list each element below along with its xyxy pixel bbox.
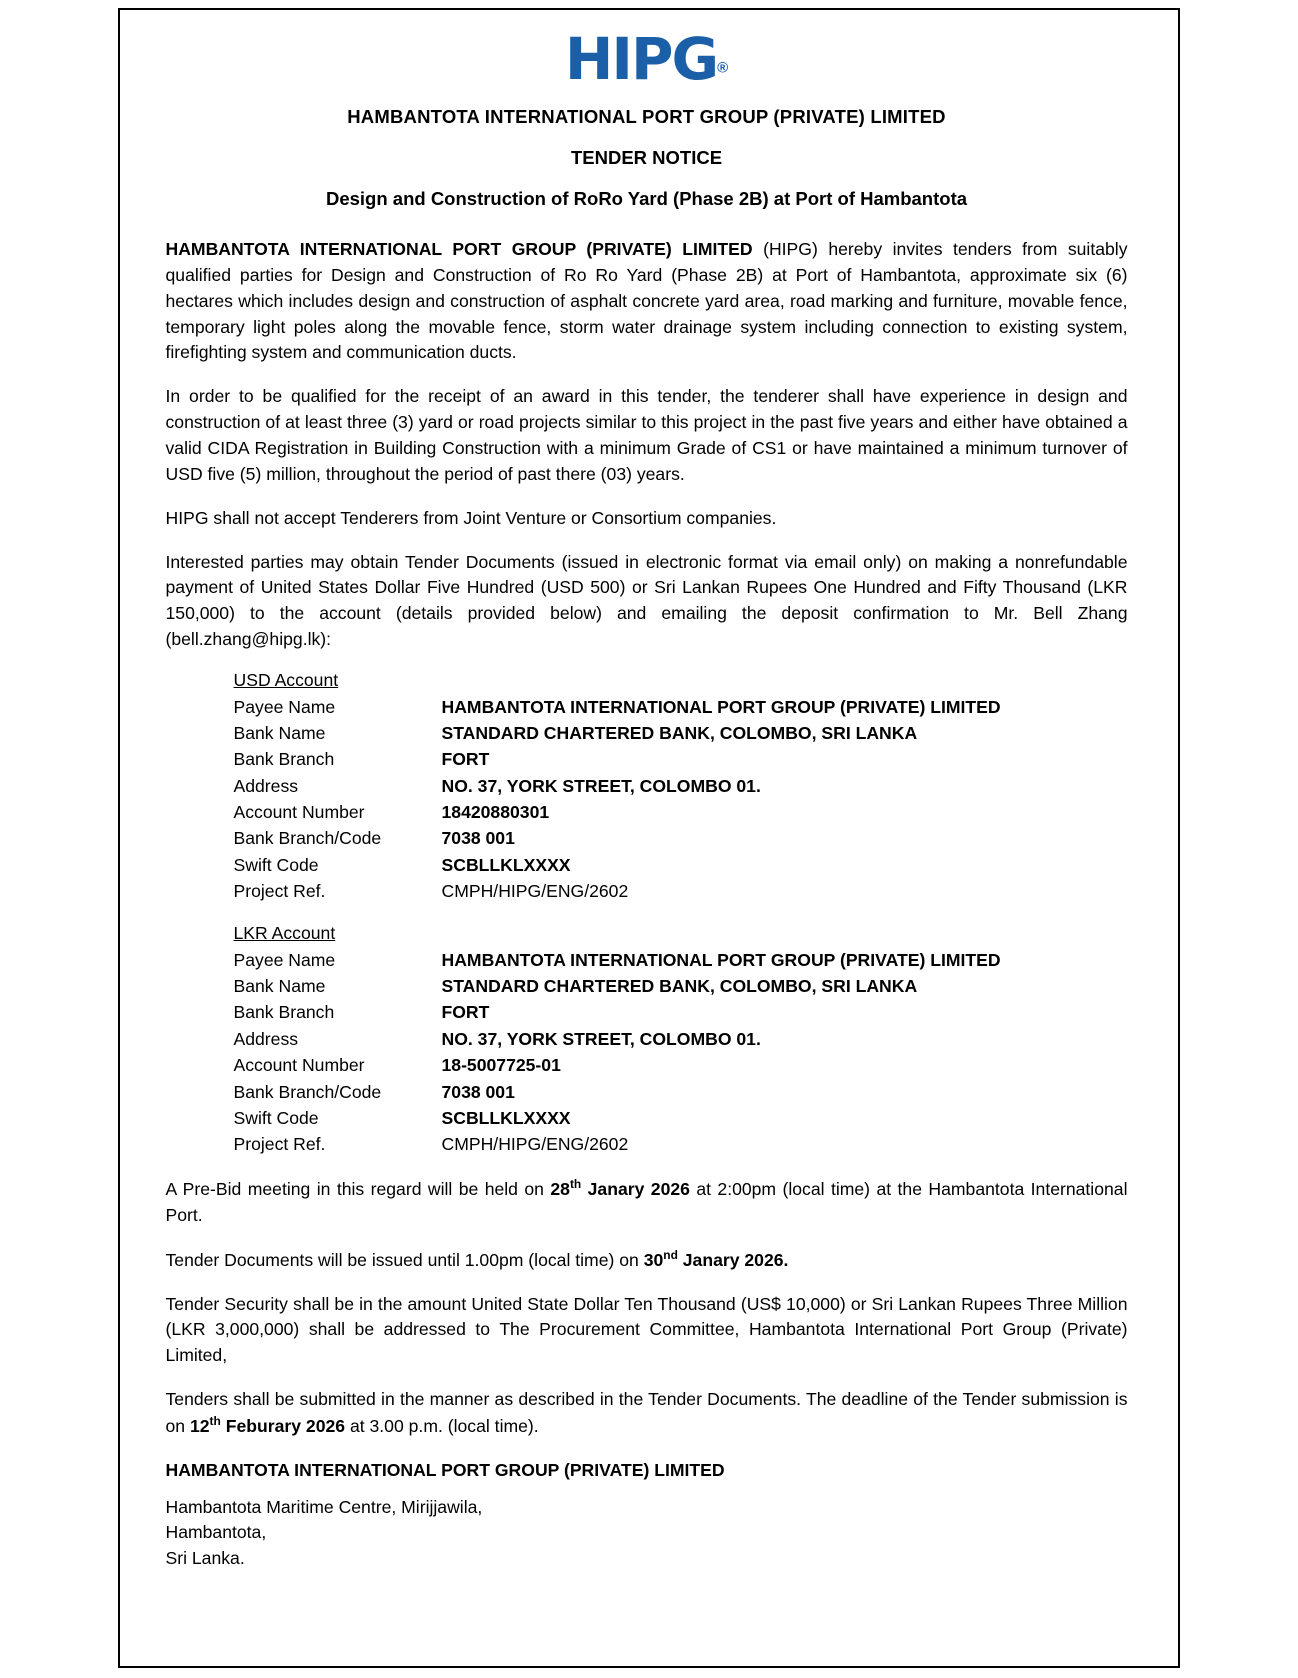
submission-day: 12	[189, 1415, 210, 1436]
logo-wordmark: HIPG	[564, 25, 718, 93]
table-row	[234, 1106, 1001, 1132]
table-row	[234, 879, 1001, 905]
table-row	[234, 773, 1001, 799]
prebid-text-pre: A Pre-Bid meeting in this regard will be held on	[165, 1179, 551, 1200]
security-paragraph: Tender Security shall be in the amount United State Dollar Ten Thousand (US$ 10,000) or Sri Lankan Rupees Three Million (LKR 3,000,000) shall be addressed to The Procurement Committee, Hambantota International Port Group (Private) Limited,	[165, 1293, 1128, 1366]
row-label: Bank Name	[233, 722, 326, 743]
issue-text-pre: Tender Documents will be issued until 1.00pm (local time) on	[165, 1249, 644, 1270]
usd-account-block	[234, 670, 1128, 905]
submission-month-year: Feburary 2026	[220, 1415, 346, 1436]
row-label: Project Ref.	[233, 881, 326, 902]
row-label: Address	[233, 1028, 299, 1049]
row-value: 18-5007725-01	[441, 1055, 561, 1076]
table-row	[234, 1079, 1001, 1105]
row-value: 7038 001	[441, 1081, 515, 1102]
table-row	[234, 1132, 1001, 1158]
table-row	[234, 1053, 1001, 1079]
issue-month-year: Janary 2026.	[677, 1249, 789, 1270]
row-value: FORT	[441, 1002, 490, 1023]
row-label: Bank Name	[233, 976, 326, 997]
row-label: Swift Code	[233, 1108, 319, 1128]
row-value: STANDARD CHARTERED BANK, COLOMBO, SRI LANKA	[441, 976, 918, 997]
qualification-paragraph: In order to be qualified for the receipt of an award in this tender, the tenderer shall have experience in design and construction of at least three (3) yard or road projects similar to this project in the past five years and either have obtained a valid CIDA Registration in Building Construction with a minimum Grade of CS1 or have maintained a minimum turnover of USD five (5) million, throughout the period of past there (03) years.	[165, 386, 1128, 484]
row-label: Swift Code	[233, 854, 319, 875]
table-row	[234, 1026, 1001, 1052]
footer-address-line-1: Hambantota Maritime Centre, Mirijjawila,	[165, 1496, 483, 1517]
prebid-paragraph	[166, 1176, 1128, 1229]
document-content	[166, 8, 1128, 1571]
hipg-logo	[166, 25, 1128, 93]
issue-day: 30	[643, 1249, 664, 1270]
logo-graphic	[564, 25, 729, 93]
row-value: NO. 37, YORK STREET, COLOMBO 01.	[441, 1028, 761, 1049]
lkr-account-block	[234, 923, 1128, 1158]
submission-paragraph	[166, 1387, 1128, 1440]
row-value: STANDARD CHARTERED BANK, COLOMBO, SRI LANKA	[441, 722, 918, 743]
table-row	[234, 826, 1001, 852]
row-value: CMPH/HIPG/ENG/2602	[441, 1134, 629, 1155]
table-row	[234, 974, 1001, 1000]
row-label: Bank Branch	[233, 749, 335, 770]
notice-type: TENDER NOTICE	[570, 147, 723, 168]
table-row	[234, 947, 1001, 973]
footer-address-line-3: Sri Lanka.	[165, 1547, 245, 1568]
table-row	[234, 852, 1001, 878]
prebid-date	[550, 1179, 690, 1199]
submission-date	[190, 1416, 345, 1436]
submission-text-pre: Tenders shall be submitted in the manner as described in the Tender Documents. The deadline of the Tender submission is on	[165, 1389, 1128, 1436]
row-label: Account Number	[233, 1055, 365, 1076]
prebid-month-year: Janary 2026	[581, 1179, 690, 1200]
table-row	[234, 800, 1001, 826]
lkr-account-title: LKR Account	[233, 923, 336, 944]
row-label: Account Number	[233, 802, 365, 823]
bank-accounts-section	[234, 670, 1128, 1158]
document-header	[166, 106, 1128, 210]
joint-venture-paragraph: HIPG shall not accept Tenderers from Joint Venture or Consortium companies.	[165, 507, 777, 528]
row-label: Bank Branch/Code	[233, 828, 382, 849]
row-value: HAMBANTOTA INTERNATIONAL PORT GROUP (PRIVATE) LIMITED	[441, 696, 1001, 717]
issue-date	[643, 1247, 789, 1270]
row-label: Bank Branch/Code	[233, 1081, 382, 1102]
submission-day-suffix: th	[209, 1414, 221, 1429]
row-value: HAMBANTOTA INTERNATIONAL PORT GROUP (PRIVATE) LIMITED	[441, 949, 1001, 970]
footer-address-block	[166, 1460, 1128, 1572]
prebid-day-suffix: th	[569, 1177, 582, 1192]
documents-paragraph: Interested parties may obtain Tender Documents (issued in electronic format via email only) on making a nonrefundable payment of United States Dollar Five Hundred (USD 500) or Sri Lankan Rupees One Hundred and Fifty Thousand (LKR 150,000) to the account (details provided below) and emailing the deposit confirmation to Mr. Bell Zhang (bell.zhang@hipg.lk):	[165, 551, 1128, 650]
table-row	[234, 747, 1001, 773]
row-label: Address	[233, 775, 299, 796]
intro-company-name: HAMBANTOTA INTERNATIONAL PORT GROUP (PRIVATE) LIMITED	[165, 239, 753, 259]
lkr-account-table	[234, 947, 1001, 1158]
usd-account-title: USD Account	[233, 670, 339, 691]
intro-paragraph	[166, 237, 1128, 366]
table-row	[234, 1000, 1001, 1026]
row-value: 7038 001	[441, 828, 515, 849]
row-value: 18420880301	[441, 802, 550, 823]
submission-text-post: at 3.00 p.m. (local time).	[345, 1415, 539, 1436]
prebid-text-post: at 2:00pm (local time) at the Hambantota International Port.	[165, 1179, 1128, 1225]
intro-text: (HIPG) hereby invites tenders from suitably qualified parties for Design and Construction of Ro Ro Yard (Phase 2B) at Port of Hambantota, approximate six (6) hectares which includes design and construction of asphalt concrete yard area, road marking and furniture, movable fence, temporary light poles along the movable fence, storm water drainage system including connection to existing system, firefighting system and communication ducts.	[165, 239, 1128, 363]
page-title: HAMBANTOTA INTERNATIONAL PORT GROUP (PRIVATE) LIMITED	[347, 106, 946, 127]
registered-trademark-icon: ®	[717, 59, 729, 77]
footer-address-line-2: Hambantota,	[165, 1522, 267, 1543]
issue-paragraph	[166, 1247, 1128, 1274]
row-label: Project Ref.	[233, 1134, 326, 1155]
footer-company-name: HAMBANTOTA INTERNATIONAL PORT GROUP (PRIVATE) LIMITED	[165, 1459, 725, 1480]
project-title: Design and Construction of RoRo Yard (Phase 2B) at Port of Hambantota	[325, 188, 968, 209]
row-value: SCBLLKLXXXX	[441, 854, 571, 875]
row-label: Payee Name	[233, 696, 336, 717]
row-label: Payee Name	[233, 949, 336, 970]
table-row	[234, 694, 1001, 720]
row-value: SCBLLKLXXXX	[441, 1108, 571, 1128]
row-value: CMPH/HIPG/ENG/2602	[441, 881, 629, 902]
row-value: FORT	[441, 749, 490, 770]
row-value: NO. 37, YORK STREET, COLOMBO 01.	[441, 775, 761, 796]
issue-day-suffix: nd	[663, 1247, 678, 1262]
table-row	[234, 720, 1001, 746]
prebid-day: 28	[550, 1179, 570, 1200]
usd-account-table	[234, 694, 1001, 905]
row-label: Bank Branch	[233, 1002, 335, 1023]
